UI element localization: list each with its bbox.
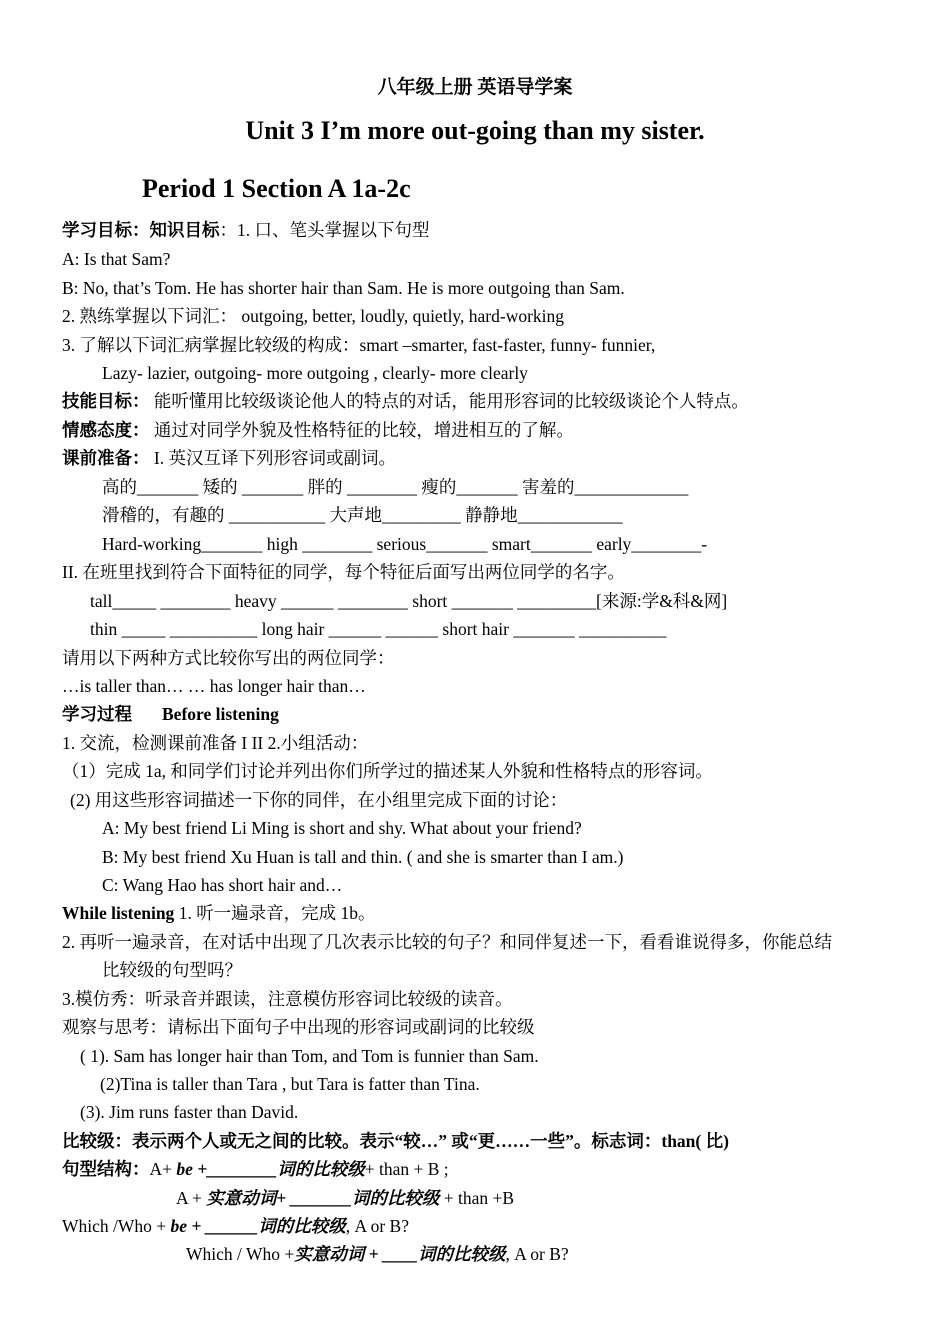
emotion-label: 情感态度：	[62, 420, 150, 440]
prep-compare: 请用以下两种方式比较你写出的两位同学：	[62, 648, 395, 668]
prep-row-4: tall_____ ________ heavy ______ ________ short _______ _________[来源:学&科&网]	[90, 591, 728, 611]
structure-2-verb: 实意动词+ _______	[206, 1188, 352, 1208]
dialogue-a: A: My best friend Li Ming is short and shy. What about your friend?	[102, 818, 582, 838]
structure-1-subject: A+	[149, 1159, 177, 1179]
objective-sentence-a: A: Is that Sam?	[62, 249, 171, 269]
unit-title: Unit 3 I’m more out-going than my sister.	[245, 116, 705, 145]
objective-sentence-b: B: No, that’s Tom. He has shorter hair than Sam. He is more outgoing than Sam.	[62, 278, 625, 298]
structure-3-question: Which /Who +	[62, 1216, 171, 1236]
structure-2-subject: A +	[176, 1188, 207, 1208]
structure-4-end: , A or B?	[505, 1244, 569, 1264]
structure-1-comparative: 词的比较级	[277, 1159, 365, 1179]
dialogue-b: B: My best friend Xu Huan is tall and thin. ( and she is smarter than I am.)	[102, 847, 624, 867]
while-listening-line	[62, 901, 376, 925]
structure-1	[62, 1157, 449, 1181]
structure-1-be: be +________	[176, 1159, 278, 1179]
grade-title: 八年级上册 英语导学案	[377, 77, 573, 98]
structure-3-end: , A or B?	[345, 1216, 409, 1236]
prep-row-2: 滑稽的，有趣的 ___________ 大声地_________ 静静地____________	[102, 505, 623, 525]
structure-3-be: be + ______	[170, 1216, 259, 1236]
example-3: (3). Jim runs faster than David.	[80, 1102, 299, 1122]
structure-label: 句型结构：	[62, 1159, 150, 1179]
structure-2-end: + than +B	[439, 1188, 515, 1208]
comparative-definition: 比较级：表示两个人或无之间的比较。表示“较…” 或“更……一些”。标志词：than( 比)	[62, 1131, 729, 1151]
structure-4-verb: 实意动词 + ____	[294, 1244, 418, 1264]
emotion-text: 通过对同学外貌及性格特征的比较，增进相互的了解。	[149, 420, 574, 440]
prep-text: I. 英汉互译下列形容词或副词。	[149, 448, 396, 468]
while-listening-text: 1. 听一遍录音，完成 1b。	[174, 903, 376, 923]
process-step-2-cont: 比较级的句型吗？	[102, 960, 242, 980]
prep-row-3: Hard-working_______ high ________ serious_______ smart_______ early________-	[102, 534, 708, 554]
process-heading	[62, 702, 279, 726]
process-step-1: 1. 交流，检测课前准备 I II 2.小组活动：	[62, 733, 369, 753]
observe-instruction: 观察与思考：请标出下面句子中出现的形容词或副词的比较级	[62, 1017, 535, 1037]
skill-objective	[62, 389, 749, 413]
prep-row-1: 高的_______ 矮的 _______ 胖的 ________ 瘦的_______ 害羞的_____________	[102, 477, 689, 497]
prep-part-2: II. 在班里找到符合下面特征的同学，每个特征后面写出两位同学的名字。	[62, 562, 625, 582]
structure-4	[186, 1242, 569, 1266]
objectives-text: ：1. 口、笔头掌握以下句型	[219, 220, 430, 240]
objectives-line	[62, 218, 430, 242]
period-title: Period 1 Section A 1a-2c	[142, 174, 411, 203]
prep-label: 课前准备：	[62, 448, 150, 468]
objectives-label: 学习目标：知识目标	[62, 220, 220, 240]
objective-comparatives: 3. 了解以下词汇病掌握比较级的构成：smart –smarter, fast-faster, funny- funnier,	[62, 335, 656, 355]
while-listening-label: While listening	[62, 903, 175, 923]
dialogue-c: C: Wang Hao has short hair and…	[102, 875, 343, 895]
process-sub-2: (2) 用这些形容词描述一下你的同伴，在小组里完成下面的讨论：	[70, 790, 568, 810]
process-step-3: 3.模仿秀：听录音并跟读，注意模仿形容词比较级的读音。	[62, 989, 513, 1009]
process-step-2: 2. 再听一遍录音，在对话中出现了几次表示比较的句子？和同伴复述一下，看看谁说得多，你能总结	[62, 932, 832, 952]
example-1: ( 1). Sam has longer hair than Tom, and Tom is funnier than Sam.	[80, 1046, 539, 1066]
structure-2-comparative: 词的比较级	[351, 1188, 440, 1208]
objective-vocab: 2. 熟练掌握以下词汇： outgoing, better, loudly, quietly, hard-working	[62, 306, 565, 326]
structure-1-end: + than + B ;	[364, 1159, 449, 1179]
structure-3	[62, 1214, 409, 1238]
skill-text: 能听懂用比较级谈论他人的特点的对话，能用形容词的比较级谈论个人特点。	[149, 391, 749, 411]
structure-2	[176, 1186, 514, 1210]
before-listening-label: Before listening	[162, 704, 279, 724]
objective-comparatives-cont: Lazy- lazier, outgoing- more outgoing , clearly- more clearly	[102, 363, 528, 383]
process-label: 学习过程	[62, 704, 132, 724]
prep-ways: …is taller than… … has longer hair than…	[62, 676, 366, 696]
structure-3-comparative: 词的比较级	[258, 1216, 346, 1236]
process-sub-1: （1）完成 1a, 和同学们讨论并列出你们所学过的描述某人外貌和性格特点的形容词。	[62, 761, 713, 781]
prep-line	[62, 446, 396, 470]
example-2: (2)Tina is taller than Tara , but Tara is fatter than Tina.	[100, 1074, 480, 1094]
structure-4-question: Which / Who +	[186, 1244, 295, 1264]
skill-label: 技能目标：	[62, 391, 150, 411]
prep-row-5: thin _____ __________ long hair ______ ______ short hair _______ __________	[90, 619, 667, 639]
emotion-objective	[62, 418, 574, 442]
structure-4-comparative: 词的比较级	[417, 1244, 506, 1264]
